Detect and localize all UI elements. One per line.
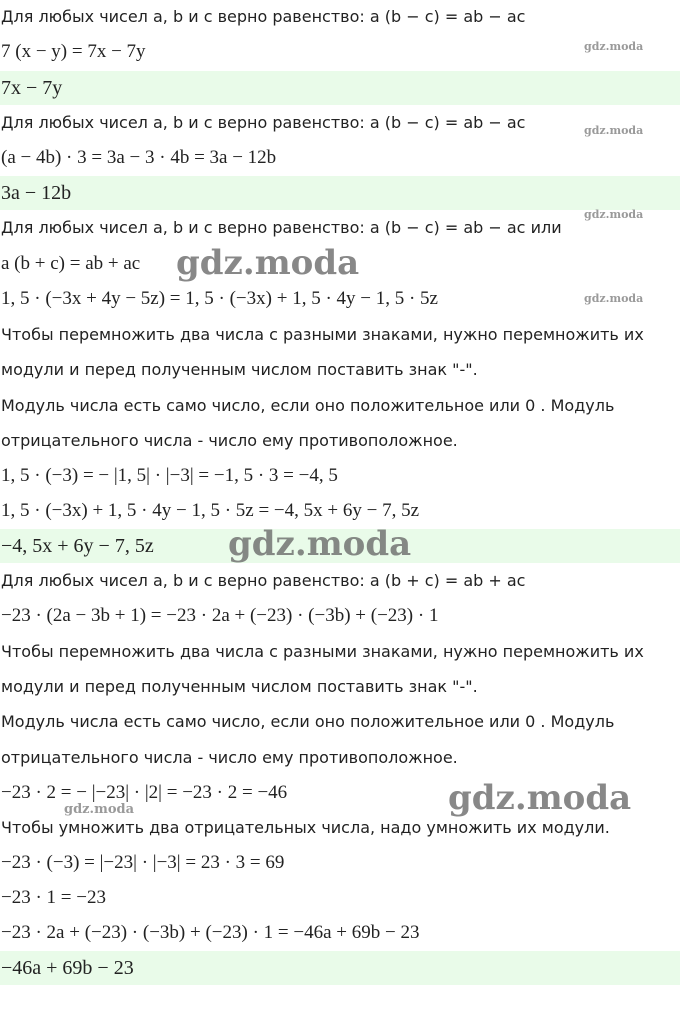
- watermark-large: gdz.moda: [228, 524, 412, 564]
- solution-line: Для любых чисел a, b и c верно равенство: a (b + c) = ab + ac: [1, 571, 526, 590]
- solution-line: Чтобы перемножить два числа с разными знаками, нужно перемножить их: [1, 325, 644, 344]
- solution-line: −23 · 2a + (−23) · (−3b) + (−23) · 1 = −46a + 69b − 23: [1, 922, 420, 943]
- solution-line: отрицательного числа - число ему противоположное.: [1, 431, 458, 450]
- solution-line: отрицательного числа - число ему противоположное.: [1, 748, 458, 767]
- solution-line: модули и перед полученным числом поставить знак "-".: [1, 360, 478, 379]
- watermark-small: gdz.moda: [584, 124, 644, 137]
- watermark-large: gdz.moda: [176, 243, 360, 283]
- solution-line: Модуль числа есть само число, если оно положительное или 0 . Модуль: [1, 712, 615, 731]
- answer-line: 7x − 7y: [0, 71, 680, 105]
- watermark-small: gdz.moda: [584, 292, 644, 305]
- answer-line: −46a + 69b − 23: [0, 951, 680, 985]
- solution-line: 7 (x − y) = 7x − 7y: [1, 41, 146, 62]
- watermark-small: gdz.moda: [64, 802, 135, 817]
- solution-line: Для любых чисел a, b и c верно равенство: a (b − c) = ab − ac или: [1, 218, 562, 237]
- solution-line: −23 · (2a − 3b + 1) = −23 · 2a + (−23) · (−3b) + (−23) · 1: [1, 605, 439, 626]
- answer-line: −4, 5x + 6y − 7, 5z: [0, 529, 680, 563]
- solution-line: (a − 4b) · 3 = 3a − 3 · 4b = 3a − 12b: [1, 147, 277, 168]
- watermark-small: gdz.moda: [584, 208, 644, 221]
- solution-line: 1, 5 · (−3x + 4y − 5z) = 1, 5 · (−3x) + 1, 5 · 4y − 1, 5 · 5z: [1, 288, 438, 309]
- solution-line: a (b + c) = ab + ac: [1, 253, 141, 274]
- solution-line: Модуль числа есть само число, если оно положительное или 0 . Модуль: [1, 396, 615, 415]
- solution-line: Для любых чисел a, b и c верно равенство: a (b − c) = ab − ac: [1, 113, 526, 132]
- watermark-small: gdz.moda: [584, 40, 644, 53]
- solution-line: −23 · 2 = − |−23| · |2| = −23 · 2 = −46: [1, 782, 288, 803]
- watermark-large: gdz.moda: [448, 778, 632, 818]
- answer-line: 3a − 12b: [0, 176, 680, 210]
- solution-line: −23 · 1 = −23: [1, 887, 106, 908]
- solution-line: Чтобы умножить два отрицательных числа, надо умножить их модули.: [1, 818, 610, 837]
- solution-line: 1, 5 · (−3x) + 1, 5 · 4y − 1, 5 · 5z = −4, 5x + 6y − 7, 5z: [1, 500, 420, 521]
- solution-line: −23 · (−3) = |−23| · |−3| = 23 · 3 = 69: [1, 852, 285, 873]
- solution-line: 1, 5 · (−3) = − |1, 5| · |−3| = −1, 5 · 3 = −4, 5: [1, 465, 338, 486]
- solution-line: Чтобы перемножить два числа с разными знаками, нужно перемножить их: [1, 642, 644, 661]
- solution-line: Для любых чисел a, b и c верно равенство: a (b − c) = ab − ac: [1, 7, 526, 26]
- solution-line: модули и перед полученным числом поставить знак "-".: [1, 677, 478, 696]
